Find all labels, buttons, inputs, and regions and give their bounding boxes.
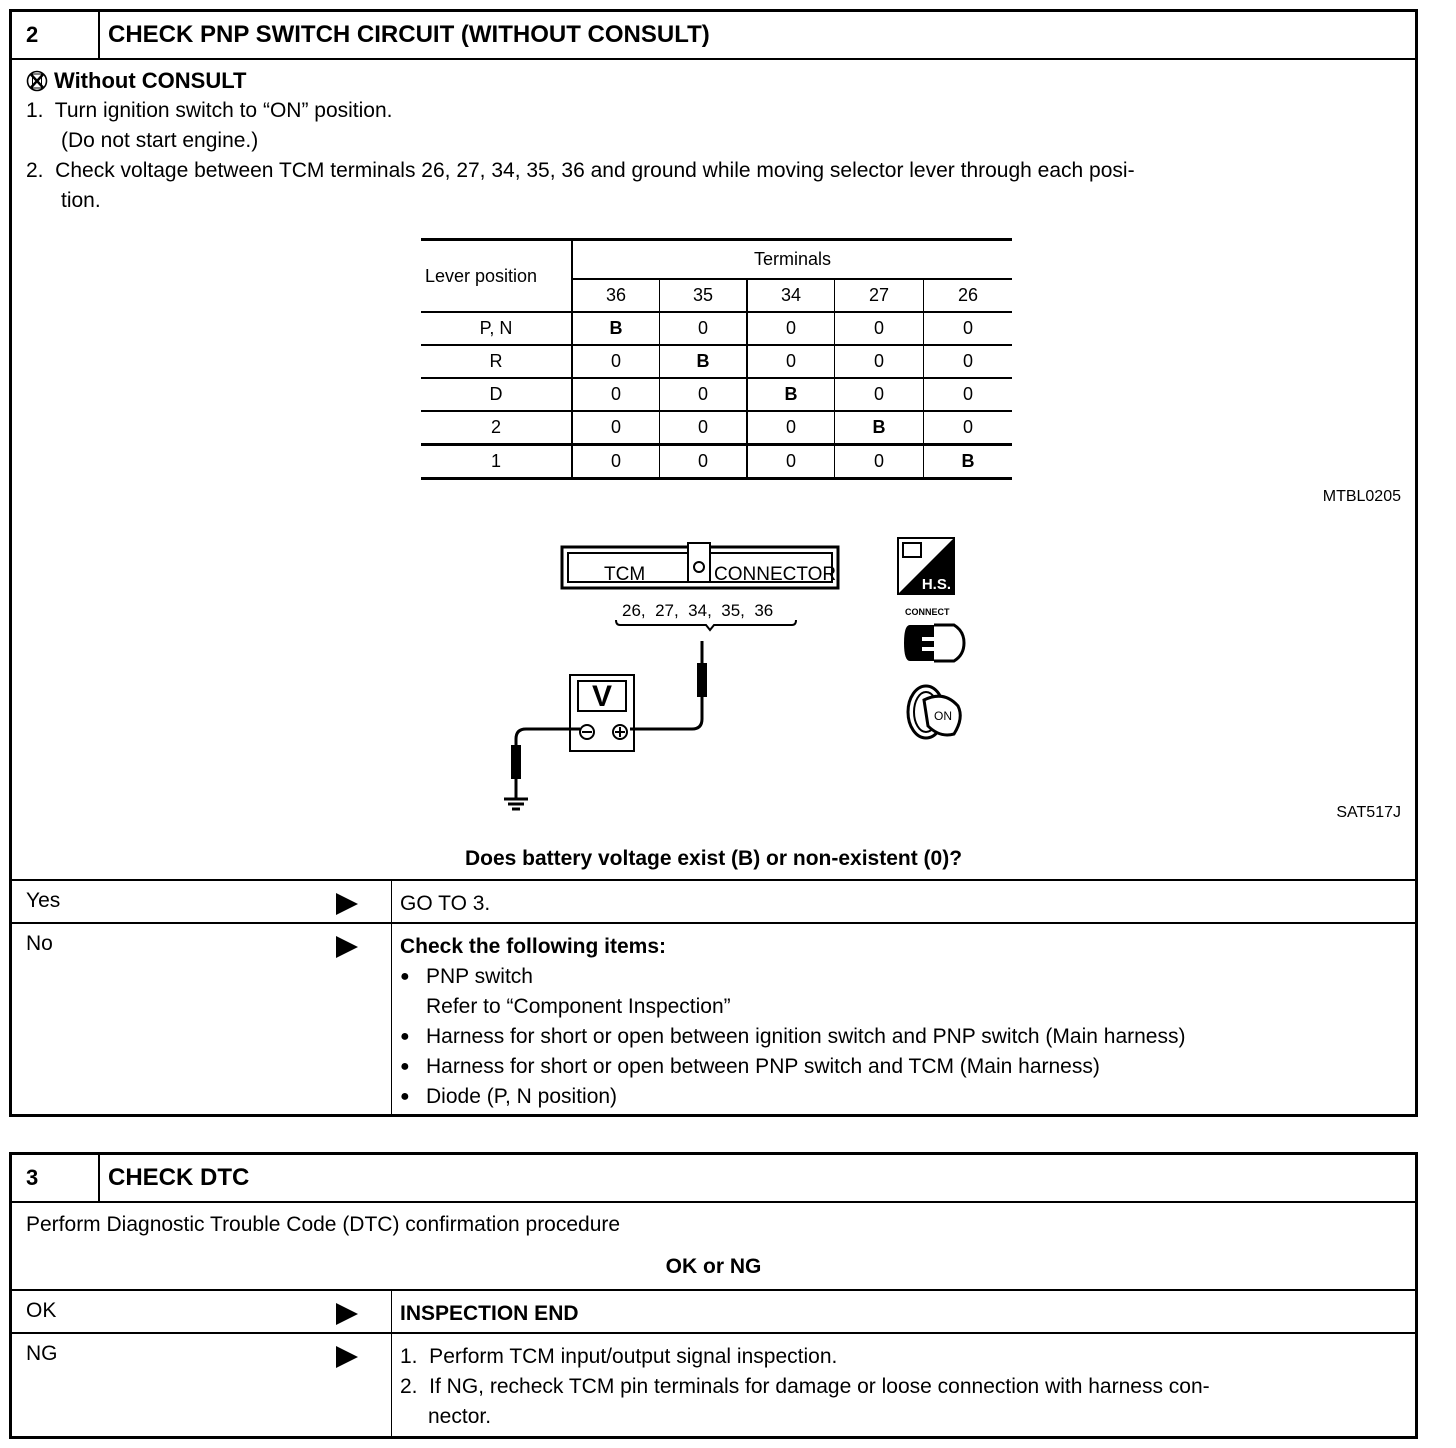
- connector-left-label: TCM: [604, 564, 646, 585]
- table-row: [421, 345, 1012, 378]
- lever-position: R: [421, 345, 572, 378]
- connect-label: CONNECT: [905, 607, 950, 617]
- step-number: 3: [12, 1155, 100, 1201]
- result-row-yes: [12, 879, 1415, 923]
- item-text: PNP switch: [426, 965, 533, 988]
- result-row-ok: [12, 1289, 1415, 1333]
- connector-right-label: CONNECTOR: [714, 564, 837, 585]
- ng-step: 1. Perform TCM input/output signal inspection.: [400, 1345, 838, 1368]
- bullet-icon: ●: [400, 968, 410, 985]
- list-item: [400, 1082, 1415, 1112]
- meter-label: V: [592, 680, 613, 713]
- instruction-line: (Do not start engine.): [61, 129, 259, 152]
- cell: 0: [660, 411, 748, 445]
- step-2-instructions: [26, 66, 1135, 216]
- cell: 0: [572, 445, 660, 479]
- cell: 0: [660, 312, 748, 345]
- inspection-end: INSPECTION END: [400, 1302, 579, 1325]
- cell: 0: [962, 417, 973, 437]
- cell: 0: [747, 345, 835, 378]
- arrow-right-icon: [336, 893, 358, 915]
- step-title: CHECK PNP SWITCH CIRCUIT (WITHOUT CONSULT): [108, 21, 710, 48]
- list-item: [400, 1052, 1415, 1082]
- table-figure-id: MTBL0205: [1322, 488, 1401, 505]
- answer-label: OK: [26, 1299, 57, 1322]
- on-label: ON: [934, 709, 952, 723]
- hs-label: H.S.: [921, 576, 951, 593]
- question-text: OK or NG: [665, 1255, 762, 1278]
- ng-step: 2. If NG, recheck TCM pin terminals for damage or loose connection with harness con-: [400, 1375, 1210, 1398]
- lever-position: 2: [421, 411, 572, 445]
- cell: 0: [835, 345, 924, 378]
- result-row-no: [12, 922, 1415, 1114]
- answer-label: No: [26, 932, 53, 955]
- terminal-col: 36: [572, 279, 660, 312]
- arrow-right-icon: [336, 1303, 358, 1325]
- arrow-right-icon: [336, 936, 358, 958]
- step-number: 2: [12, 12, 100, 58]
- table-header-terminals: Terminals: [572, 240, 1012, 280]
- lever-position: P, N: [421, 312, 572, 345]
- instruction-line: 1. Turn ignition switch to “ON” position.: [26, 99, 393, 122]
- cell: B: [660, 345, 748, 378]
- cell: 0: [962, 318, 973, 338]
- item-text: Diode (P, N position): [426, 1085, 618, 1108]
- cell: 0: [835, 378, 924, 411]
- item-text: Harness for short or open between PNP switch and TCM (Main harness): [426, 1055, 1100, 1078]
- arrow-right-icon: [336, 1346, 358, 1368]
- cell: B: [961, 451, 975, 471]
- cell: 0: [572, 345, 660, 378]
- dtc-instruction: Perform Diagnostic Trouble Code (DTC) confirmation procedure: [26, 1213, 621, 1236]
- cell: 0: [962, 351, 973, 371]
- cell: 0: [747, 445, 835, 479]
- terminal-col: 35: [660, 279, 748, 312]
- ng-steps: [392, 1334, 1415, 1436]
- no-consult-icon: [26, 70, 48, 92]
- table-row: [421, 378, 1012, 411]
- instruction-line: 2. Check voltage between TCM terminals 26, 27, 34, 35, 36 and ground while moving selector lever through each posi-: [26, 159, 1135, 182]
- table-row: [421, 445, 1012, 479]
- action-go-to-3[interactable]: GO TO 3.: [400, 892, 491, 915]
- table-header-lever: Lever position: [421, 240, 572, 313]
- step-3-header: [12, 1155, 1415, 1203]
- instruction-line: tion.: [61, 189, 101, 212]
- connect-icon: [902, 619, 968, 667]
- cell: B: [835, 411, 924, 445]
- cell: B: [572, 312, 660, 345]
- list-item: [400, 1022, 1415, 1052]
- step-2-panel: [9, 9, 1418, 1117]
- mode-label: Without CONSULT: [54, 68, 247, 93]
- diagram-figure-id: SAT517J: [1336, 804, 1401, 821]
- cell: 0: [962, 384, 973, 404]
- harness-side-icon: [897, 537, 955, 595]
- question-text: Does battery voltage exist (B) or non-existent (0)?: [464, 847, 963, 870]
- bullet-icon: ●: [400, 1028, 410, 1045]
- result-row-ng: [12, 1332, 1415, 1436]
- cell: 0: [660, 378, 748, 411]
- answer-ok: [12, 1291, 392, 1333]
- ng-step: nector.: [428, 1405, 492, 1428]
- cell: B: [747, 378, 835, 411]
- cell: 0: [572, 411, 660, 445]
- lever-position-table: [421, 238, 1012, 480]
- cell: 0: [835, 312, 924, 345]
- item-note[interactable]: Refer to “Component Inspection”: [426, 995, 731, 1018]
- table-row: [421, 312, 1012, 345]
- lever-position: 1: [421, 445, 572, 479]
- answer-yes: [12, 881, 392, 923]
- check-items: [392, 924, 1415, 1114]
- bullet-icon: ●: [400, 1088, 410, 1105]
- answer-ng: [12, 1334, 392, 1436]
- terminal-list: 26, 27, 34, 35, 36: [622, 601, 774, 620]
- step-3-panel: [9, 1152, 1418, 1439]
- cell: 0: [747, 411, 835, 445]
- terminal-col: 34: [747, 279, 835, 312]
- item-text: Harness for short or open between ignition switch and PNP switch (Main harness): [426, 1025, 1186, 1048]
- answer-label: NG: [26, 1342, 58, 1365]
- lever-position: D: [421, 378, 572, 411]
- check-title: Check the following items:: [400, 935, 667, 958]
- answer-no: [12, 924, 392, 1114]
- terminal-col: 26: [957, 285, 979, 305]
- table-row: [421, 411, 1012, 445]
- cell: 0: [660, 445, 748, 479]
- cell: 0: [747, 312, 835, 345]
- voltmeter-diagram: [492, 537, 852, 817]
- step-2-header: [12, 12, 1415, 60]
- cell: 0: [572, 378, 660, 411]
- terminal-col: 27: [835, 279, 924, 312]
- cell: 0: [835, 445, 924, 479]
- bullet-icon: ●: [400, 1058, 410, 1075]
- list-item: [400, 962, 1415, 992]
- answer-label: Yes: [26, 889, 61, 912]
- step-title: CHECK DTC: [108, 1164, 250, 1191]
